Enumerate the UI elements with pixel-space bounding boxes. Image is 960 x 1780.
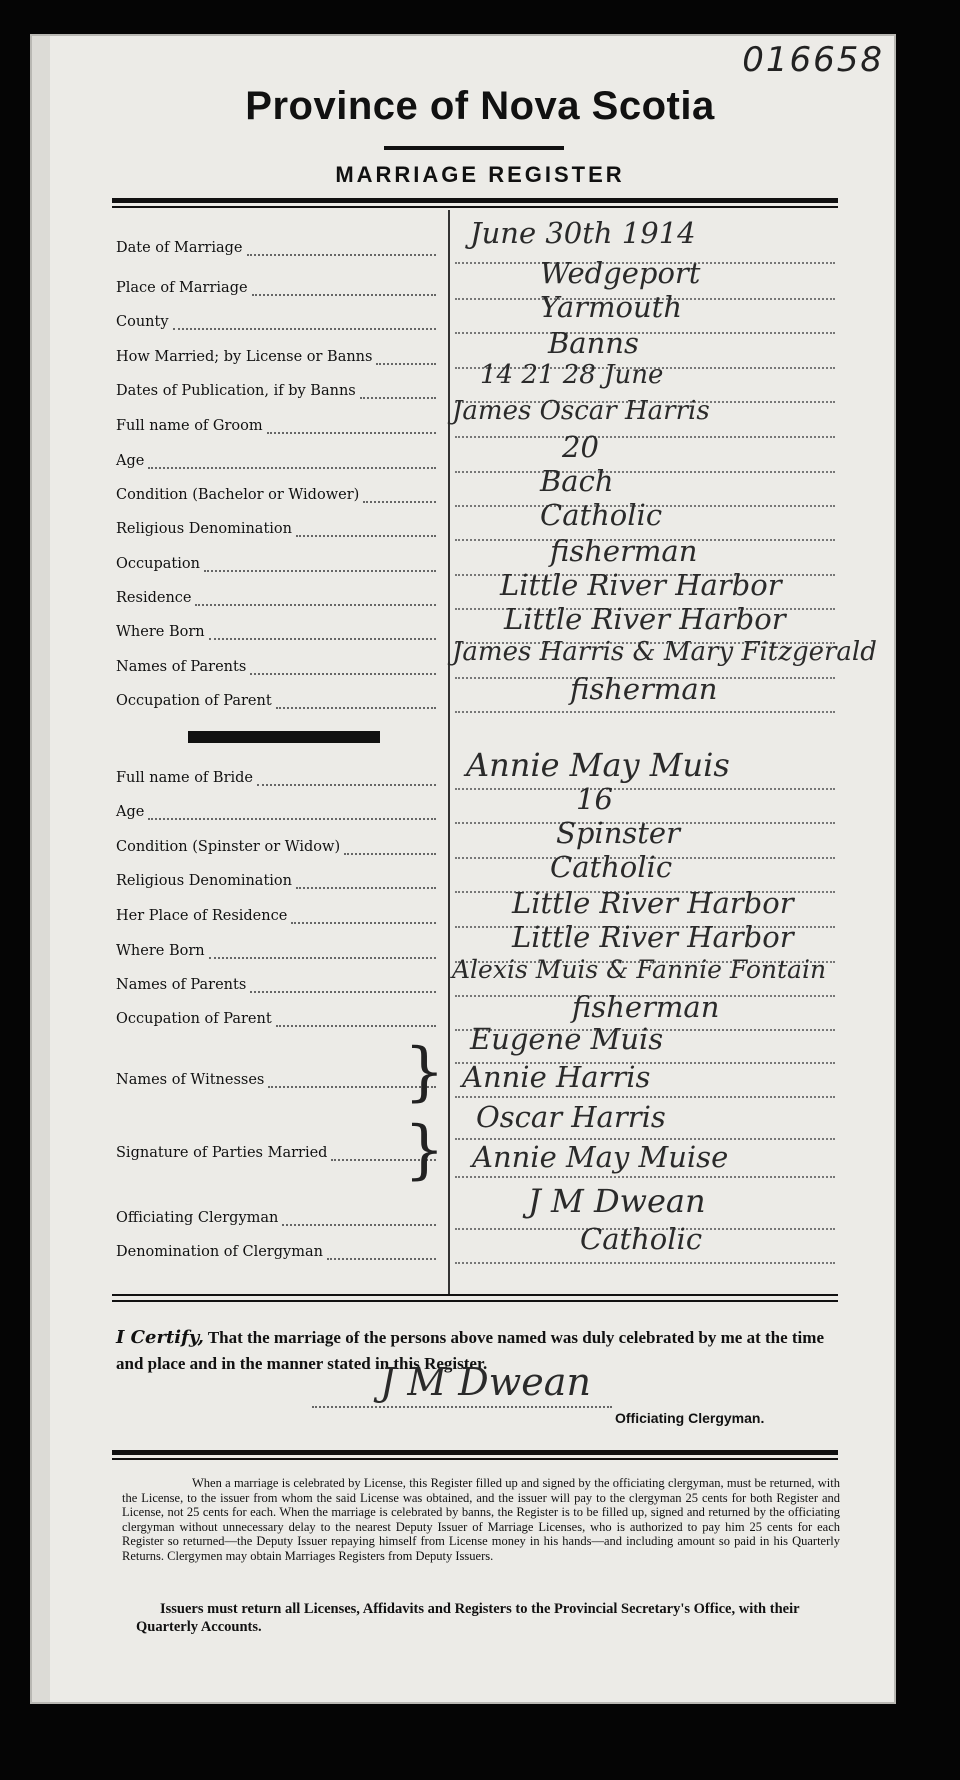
dot-leader	[209, 638, 436, 640]
field-label: Occupation of Parent	[116, 1011, 272, 1027]
fill-line	[455, 788, 835, 790]
field-value: June 30th 1914	[470, 216, 696, 250]
field-label: Residence	[116, 590, 192, 606]
field-label: Occupation	[116, 556, 200, 572]
dot-leader	[148, 467, 436, 469]
field-value: Catholic	[580, 1222, 703, 1256]
field-value: Catholic	[550, 850, 673, 884]
field-value: Alexis Muis & Fannie Fontain	[452, 955, 827, 984]
dot-leader	[296, 535, 436, 537]
field-label: Full name of Bride	[116, 770, 253, 786]
field-value: Spinster	[556, 816, 680, 850]
fill-line	[455, 436, 835, 438]
signature-label: Officiating Clergyman.	[615, 1410, 765, 1426]
dot-leader	[376, 363, 436, 365]
certify-lead: I Certify,	[116, 1327, 204, 1348]
field-label: Denomination of Clergyman	[116, 1244, 323, 1260]
dot-leader	[250, 991, 436, 993]
dot-leader	[252, 294, 436, 296]
paper-edge	[32, 36, 50, 1702]
footer-rule	[112, 1450, 838, 1455]
field-label: Names of Witnesses	[116, 1072, 265, 1088]
dot-leader	[276, 1025, 436, 1027]
field-value: Banns	[548, 326, 639, 360]
fill-line	[455, 711, 835, 713]
signature-line	[312, 1406, 612, 1408]
field-label: Condition (Bachelor or Widower)	[116, 487, 360, 503]
dot-leader	[282, 1224, 436, 1226]
field-value: Annie May Muis	[466, 746, 730, 784]
field-value: Catholic	[540, 498, 663, 532]
field-label: How Married; by License or Banns	[116, 349, 373, 365]
dot-leader	[204, 570, 436, 572]
field-value: fisherman	[572, 990, 720, 1024]
witness-2-value: Annie Harris	[462, 1060, 651, 1094]
dot-leader	[291, 922, 436, 924]
field-value: Bach	[540, 464, 614, 498]
header-rule	[112, 198, 838, 203]
field-label: Age	[116, 804, 145, 820]
dot-leader	[247, 254, 437, 256]
field-value: James Oscar Harris	[452, 396, 710, 426]
certify-body: That the marriage of the persons above named was duly celebrated by me at the time and place and in the manner stated in this Register.	[116, 1328, 824, 1373]
field-label: Where Born	[116, 624, 205, 640]
field-value: Little River Harbor	[504, 602, 786, 636]
dot-leader	[276, 707, 436, 709]
field-label: Names of Parents	[116, 977, 247, 993]
dot-leader	[344, 853, 436, 855]
field-label: County	[116, 314, 169, 330]
dot-leader	[173, 328, 436, 330]
dot-leader	[195, 604, 436, 606]
bride-section-bar	[188, 731, 380, 743]
field-value: 14 21 28 June	[480, 360, 664, 390]
field-value: 16	[576, 782, 613, 816]
header-rule-thin	[112, 206, 838, 208]
field-label: Age	[116, 453, 145, 469]
dot-leader	[209, 957, 436, 959]
signature-brace: }	[404, 1113, 445, 1187]
witness-1-value: Eugene Muis	[470, 1022, 664, 1056]
dot-leader	[327, 1258, 436, 1260]
field-label: Religious Denomination	[116, 873, 292, 889]
field-value: Wedgeport	[540, 256, 701, 290]
fill-line	[455, 1176, 835, 1178]
field-value: Little River Harbor	[500, 568, 782, 602]
field-label: Her Place of Residence	[116, 908, 288, 924]
instructions-notice: When a marriage is celebrated by License, this Register filled up and signed by the officiating clergyman, must be returned, with the License, to the issuer from whom the said License was obtained, and the issuer will pay to the clergyman 25 cents for both Register and License, not 25 cents for each. When the marriage is celebrated by banns, the Register is to be filled up, signed and returned by the officiating clergyman without unnecessary delay to the nearest Deputy Issuer of Marriage Licenses, who is authorized to pay him 25 cents for each Register so returned—the Deputy Issuer repaying himself from License money in his hands—and including amount so paid in his Quarterly Returns. Clergymen may obtain Marriages Registers from Deputy Issuers.	[122, 1476, 840, 1563]
field-label: Names of Parents	[116, 659, 247, 675]
section-rule	[112, 1294, 838, 1296]
field-label: Dates of Publication, if by Banns	[116, 383, 356, 399]
field-value: Little River Harbor	[512, 920, 794, 954]
document-number: 016658	[742, 40, 884, 80]
dot-leader	[363, 501, 436, 503]
signature-bride-value: Annie May Muise	[472, 1140, 729, 1174]
dot-leader	[250, 673, 436, 675]
field-label: Place of Marriage	[116, 280, 248, 296]
fill-line	[455, 1262, 835, 1264]
field-value: James Harris & Mary Fitzgerald	[452, 637, 877, 667]
dot-leader	[148, 818, 436, 820]
dot-leader	[360, 397, 436, 399]
field-value: fisherman	[570, 672, 718, 706]
field-label: Religious Denomination	[116, 521, 292, 537]
field-label: Full name of Groom	[116, 418, 263, 434]
page-title: Province of Nova Scotia	[245, 84, 715, 128]
register-subtitle: MARRIAGE REGISTER	[335, 162, 625, 187]
field-value: 20	[562, 430, 599, 464]
section-rule	[112, 1300, 838, 1302]
fill-line	[455, 332, 835, 334]
field-label: Signature of Parties Married	[116, 1145, 328, 1161]
field-label: Officiating Clergyman	[116, 1210, 279, 1226]
witness-brace: }	[404, 1035, 445, 1109]
field-value: fisherman	[550, 534, 698, 568]
field-value: Yarmouth	[540, 290, 683, 324]
column-divider	[448, 210, 450, 1295]
dot-leader	[296, 887, 436, 889]
field-label: Occupation of Parent	[116, 693, 272, 709]
dot-leader	[257, 784, 436, 786]
title-rule	[384, 146, 564, 150]
fill-line	[455, 1096, 835, 1098]
field-label: Condition (Spinster or Widow)	[116, 839, 341, 855]
field-value: Little River Harbor	[512, 886, 794, 920]
footer-rule-thin	[112, 1458, 838, 1460]
field-label: Where Born	[116, 943, 205, 959]
field-value: J M Dwean	[528, 1182, 706, 1220]
issuers-notice: Issuers must return all Licenses, Affidavits and Registers to the Provincial Secretary's Office, with their Quarterly Accounts.	[136, 1601, 800, 1635]
clergy-signature: J M Dwean	[380, 1360, 591, 1404]
field-label: Date of Marriage	[116, 240, 243, 256]
fill-line	[455, 471, 835, 473]
signature-groom-value: Oscar Harris	[476, 1100, 666, 1134]
dot-leader	[267, 432, 436, 434]
